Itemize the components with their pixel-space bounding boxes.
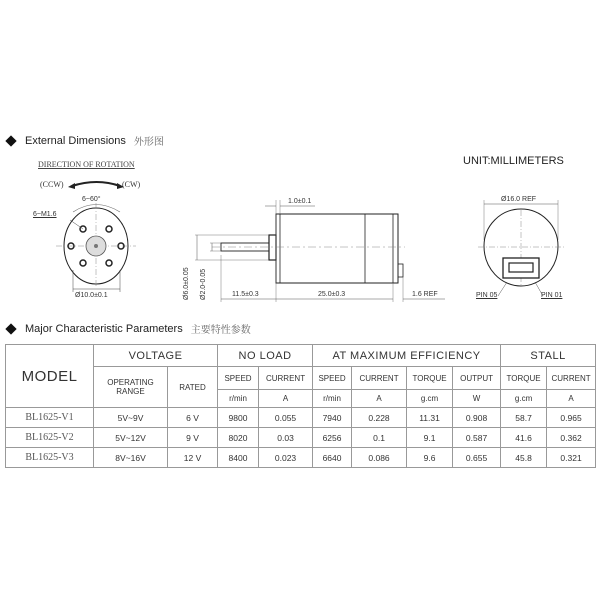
cell: 5V~9V: [94, 408, 168, 428]
cell: 6256: [313, 428, 352, 448]
cell: 0.587: [453, 428, 501, 448]
cell: 9.1: [407, 428, 453, 448]
front-view: [56, 203, 136, 292]
sub-header: CURRENT: [547, 367, 596, 390]
shaft-length-label: 11.5±0.3: [232, 291, 259, 298]
unit-cell: r/min: [218, 390, 259, 408]
model-cell: BL1625-V1: [6, 408, 94, 428]
unit-cell: r/min: [313, 390, 352, 408]
group-header-max-efficiency: AT MAXIMUM EFFICIENCY: [313, 345, 501, 367]
cell: 0.055: [259, 408, 313, 428]
cell: 41.6: [501, 428, 547, 448]
cell: 6 V: [168, 408, 218, 428]
sub-header: CURRENT: [259, 367, 313, 390]
table-row: [6, 408, 596, 428]
cell: 8020: [218, 428, 259, 448]
pin01-label: PIN 01: [541, 292, 563, 299]
cell: 7940: [313, 408, 352, 428]
sub-header: TORQUE: [407, 367, 453, 390]
parameters-title: [4, 321, 251, 336]
cell: 12 V: [168, 448, 218, 468]
holes-label: 6~M1.6: [33, 211, 57, 218]
cell: 0.908: [453, 408, 501, 428]
section-title-text: External Dimensions: [25, 134, 126, 147]
table-sub-header-row: [6, 367, 596, 390]
model-header: MODEL: [6, 345, 94, 408]
rotation-title: DIRECTION OF ROTATION: [38, 160, 135, 169]
model-cell: BL1625-V3: [6, 448, 94, 468]
ccw-label: (CCW): [40, 180, 64, 189]
unit-cell: A: [259, 390, 313, 408]
sub-header: TORQUE: [501, 367, 547, 390]
cell: 8400: [218, 448, 259, 468]
cell: 0.023: [259, 448, 313, 468]
unit-cell: g.cm: [501, 390, 547, 408]
cw-label: (CW): [122, 180, 141, 189]
group-header-no-load: NO LOAD: [218, 345, 313, 367]
cell: 0.228: [352, 408, 407, 428]
cell: 11.31: [407, 408, 453, 428]
angle-label: 6~60°: [82, 196, 101, 203]
unit-cell: A: [547, 390, 596, 408]
front-diameter-label: Ø10.0±0.1: [75, 292, 108, 299]
table-row: [6, 428, 596, 448]
sub-header: RATED: [168, 367, 218, 408]
cell: 9800: [218, 408, 259, 428]
cell: 0.362: [547, 428, 596, 448]
cell: 9 V: [168, 428, 218, 448]
cell: 45.8: [501, 448, 547, 468]
model-cell: BL1625-V2: [6, 428, 94, 448]
cell: 0.03: [259, 428, 313, 448]
rotation-arrow-icon: [72, 182, 120, 186]
rear-diameter-label: Ø16.0 REF: [501, 196, 537, 203]
cell: 0.655: [453, 448, 501, 468]
group-header-voltage: VOLTAGE: [94, 345, 218, 367]
outer-diameter-label: Ø6.0±0.05: [183, 267, 190, 300]
side-view: [195, 200, 445, 302]
cell: 5V~12V: [94, 428, 168, 448]
cell: 0.1: [352, 428, 407, 448]
parameters-table: [5, 344, 596, 468]
sub-header: OUTPUT: [453, 367, 501, 390]
ref-length-label: 1.6 REF: [412, 291, 438, 298]
cell: 6640: [313, 448, 352, 468]
cell: 58.7: [501, 408, 547, 428]
cell: 9.6: [407, 448, 453, 468]
sub-header: OPERATING RANGE: [94, 367, 168, 408]
cell: 8V~16V: [94, 448, 168, 468]
cell: 0.965: [547, 408, 596, 428]
cell: 0.086: [352, 448, 407, 468]
unit-cell: g.cm: [407, 390, 453, 408]
unit-cell: A: [352, 390, 407, 408]
section-title-cn: 主要特性参数: [190, 325, 251, 336]
pin05-label: PIN 05: [476, 292, 498, 299]
unit-label: UNIT:MILLIMETERS: [463, 155, 564, 167]
table-row: [6, 448, 596, 468]
flange-label: 1.0±0.1: [288, 198, 312, 205]
sub-header: SPEED: [313, 367, 352, 390]
table-group-header-row: [6, 345, 596, 367]
group-header-stall: STALL: [501, 345, 596, 367]
rear-view: [478, 200, 564, 296]
sub-header: SPEED: [218, 367, 259, 390]
unit-cell: W: [453, 390, 501, 408]
section-title-cn: 外形图: [133, 137, 164, 148]
cell: 0.321: [547, 448, 596, 468]
section-title-text: Major Characteristic Parameters: [25, 322, 183, 335]
shaft-diameter-label: Ø2.0-0.05: [200, 268, 207, 300]
sub-header: CURRENT: [352, 367, 407, 390]
diamond-bullet-icon: [5, 323, 16, 334]
body-length-label: 25.0±0.3: [318, 291, 346, 298]
